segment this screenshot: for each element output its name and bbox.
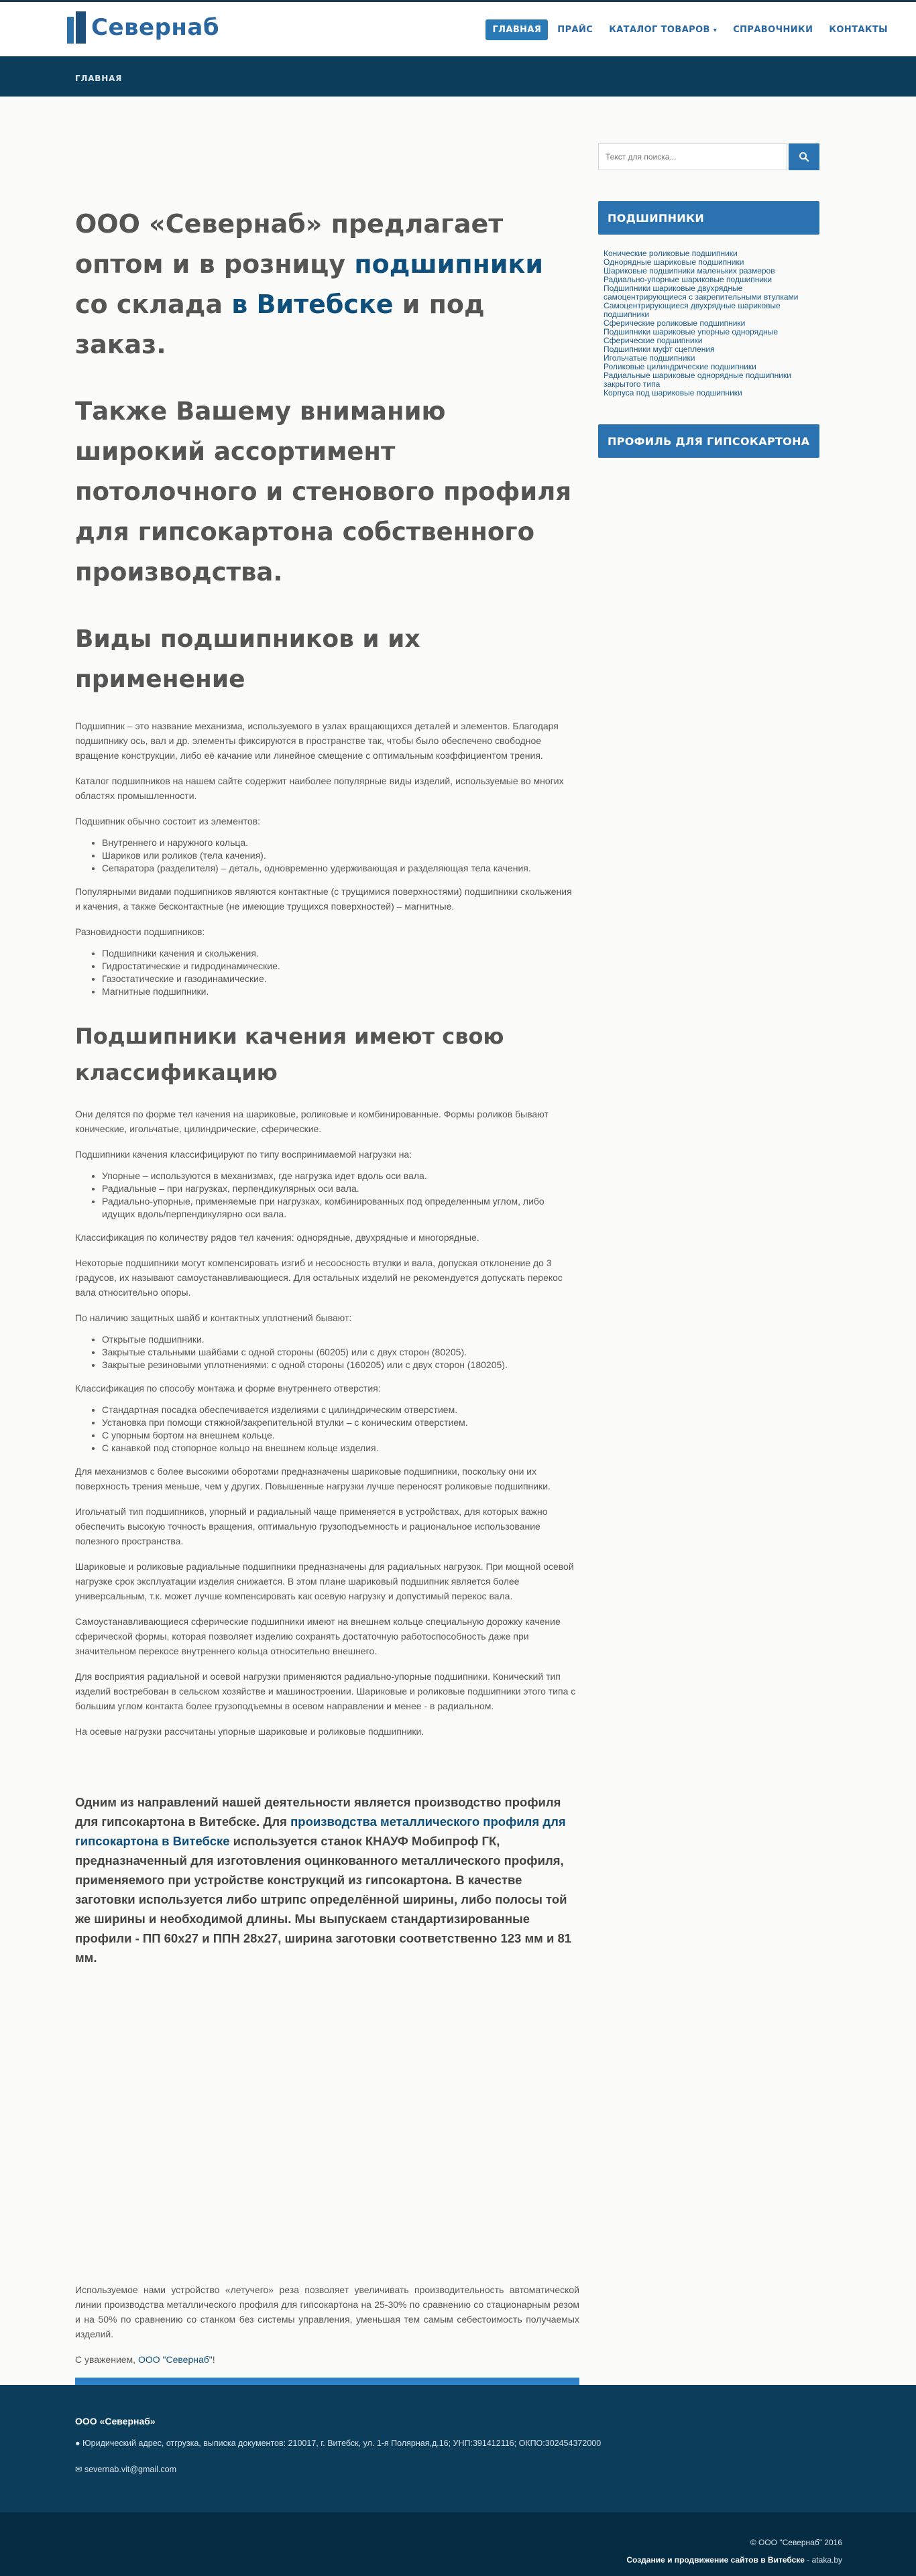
map-marker-icon: ● — [75, 2439, 83, 2448]
bearing-categories-list — [598, 235, 821, 397]
category-link[interactable]: Подшипники шариковые двухрядные самоцентрирующиеся с закрепительными втулками — [604, 284, 799, 302]
category-link[interactable]: Шариковые подшипники маленьких размеров — [604, 266, 775, 275]
main-nav — [485, 19, 895, 40]
list-item: • Сепаратора (разделителя) – деталь, одновременно удерживающая и разделяющая тела качения. — [102, 862, 579, 875]
category-link[interactable]: Сферические подшипники — [604, 336, 703, 345]
nav-catalog[interactable] — [602, 19, 724, 40]
seal-type-list — [75, 1333, 579, 1371]
address-text: Юридический адрес, отгрузка, выписка документов: 210017, г. Витебск, ул. 1-я Полярная,д.16; УНП:391412116; ОКПО:302454372000 — [82, 2439, 602, 2448]
footer-info — [0, 2385, 916, 2512]
paragraph: Популярными видами подшипников являются контактные (с трущимися поверхностями) подшипники скольжения и качения, а также бесконтактные (не имеющие трущихся поверхностей) – магнитные. — [75, 886, 572, 912]
list-item: • Подшипники качения и скольжения. — [102, 947, 579, 960]
footer-company: ООО «Севернаб» — [75, 2416, 156, 2427]
profile-text-2: используется станок КНАУФ Мобипроф ГК, предназначенный для изготовления оцинкованного металлического профиля, применяемого при устройстве конструкций из гипсокартона. В качестве заготовки используется либо штрипс определённой ширины, либо полосы той же ширины и необходимой длины. Мы выпускаем стандартизированные профили - ПП 60х27 и ППН 28х27, ширина заготовки соответственно 123 мм и 81 мм. — [75, 1834, 572, 1965]
profile-panel-title[interactable]: ПРОФИЛЬ ДЛЯ ГИПСОКАРТОНА — [598, 424, 819, 458]
site-header — [0, 0, 916, 56]
list-item: • Газостатические и газодинамические. — [102, 973, 579, 985]
list-item: • Радиально-упорные, применяемые при нагрузках, комбинированных под определенным углом, либо идущих вдоль/перпендикулярно оси вала. — [102, 1195, 579, 1221]
made-by — [626, 2555, 842, 2565]
profile-text-1: Одним из направлений нашей деятельности является производство профиля для гипсокартона в Витебске. Для — [75, 1795, 561, 1829]
search-icon — [799, 151, 809, 162]
footer-address — [75, 2439, 601, 2448]
list-item: • Закрытые резиновыми уплотнениями: с одной стороны (160205) или с двух сторон (180205). — [102, 1359, 579, 1371]
site-logo[interactable] — [67, 11, 219, 44]
profile-heading: Также Вашему вниманию широкий ассортимент потолочного и стенового профиля для гипсокартона собственного производства. — [75, 397, 572, 587]
profile-production-link[interactable]: производства металлического профиля для гипсокартона в Витебске — [75, 1815, 566, 1848]
category-link[interactable]: Подшипники муфт сцепления — [604, 345, 715, 354]
paragraph: Для механизмов с более высокими оборотами предназначены шариковые подшипники, поскольку они их поверхность трения меньше, чем у других. Повышенные нагрузки лучше переносят роликовые подшипники. — [75, 1466, 551, 1491]
lead-heading — [75, 204, 579, 365]
bearing-elements-list — [75, 837, 579, 875]
regards-end: ! — [212, 2354, 215, 2365]
paragraph: Используемое нами устройство «летучего» реза позволяет увеличивать производительность автоматической линии производства металлического профиля для гипсокартона на 25-30% по сравнению со стационарным резом и на 50% по сравнению со станком без системы управления, уменьшая тем самым себестоимость получаемых изделий. — [75, 2284, 579, 2339]
lead-text-2: со склада — [75, 290, 232, 319]
list-item: • Радиальные – при нагрузках, перпендикулярных оси вала. — [102, 1182, 579, 1195]
breadcrumb-bar — [0, 56, 916, 97]
paragraph: Шариковые и роликовые радиальные подшипники предназначены для радиальных нагрузок. При мощной осевой нагрузке срок эксплуатации изделия снижается. В этом плане шариковый подшипник является более универсальным, т.к. может лучше компенсировать как осевую нагрузку и допустимый перекос вала. — [75, 1561, 574, 1601]
company-link[interactable]: ООО "Севернаб" — [137, 2354, 213, 2365]
paragraph: Классификация по способу монтажа и форме внутреннего отверстия: — [75, 1383, 381, 1394]
nav-references[interactable]: СПРАВОЧНИКИ — [733, 25, 813, 35]
paragraph: На осевые нагрузки рассчитаны упорные шариковые и роликовые подшипники. — [75, 1726, 424, 1737]
list-item: • Упорные – используются в механизмах, где нагрузка идет вдоль оси вала. — [102, 1170, 579, 1182]
lead-text-1: ООО «Севернаб» предлагает оптом и в розницу — [75, 209, 504, 279]
category-link[interactable]: Игольчатые подшипники — [604, 353, 695, 363]
nav-contacts[interactable]: КОНТАКТЫ — [829, 25, 888, 35]
made-by-text: Создание и продвижение сайтов в Витебске — [626, 2555, 805, 2565]
page-body — [0, 97, 916, 2386]
envelope-icon: ✉ — [75, 2465, 84, 2474]
section-bearing-types-title: Виды подшипников и их применение — [75, 625, 420, 693]
paragraph: Разновидности подшипников: — [75, 926, 205, 937]
bearings-panel-title[interactable]: ПОДШИПНИКИ — [598, 201, 819, 235]
lead-text-3: и под заказ. — [75, 290, 485, 359]
logo-icon — [67, 11, 86, 44]
breadcrumb[interactable]: ГЛАВНАЯ — [75, 74, 123, 83]
paragraph: Подшипник обычно состоит из элементов: — [75, 816, 261, 826]
list-item: • Стандартная посадка обеспечивается изделиями с цилиндрическим отверстием. — [102, 1404, 579, 1416]
mounting-type-list — [75, 1404, 579, 1455]
chevron-down-icon: ▾ — [713, 27, 718, 34]
load-type-list — [75, 1170, 579, 1221]
nav-price[interactable]: ПРАЙС — [557, 25, 593, 35]
profile-production-text — [75, 1792, 579, 1967]
main-content — [75, 150, 579, 2514]
nav-home[interactable]: ГЛАВНАЯ — [485, 19, 548, 40]
regards-text: С уважением, — [75, 2354, 138, 2365]
list-item: • С упорным бортом на внешнем кольце. — [102, 1429, 579, 1442]
list-item: • Установка при помощи стяжной/закрепительной втулки – с коническим отверстием. — [102, 1416, 579, 1429]
paragraph: По наличию защитных шайб и контактных уплотнений бывают: — [75, 1312, 352, 1323]
section-classification-title: Подшипники качения имеют свою классификацию — [75, 1024, 504, 1085]
nav-catalog-label: КАТАЛОГ ТОВАРОВ — [609, 25, 710, 35]
search-form — [598, 143, 821, 170]
lead-link-vitebsk[interactable]: в Витебске — [231, 290, 394, 319]
made-by-link[interactable]: - ataka.by — [804, 2555, 842, 2565]
paragraph: Самоустанавливающиеся сферические подшипники имеют на внешнем кольце специальную дорожку качение сферической формы, которая позволяет изделию сохранять достаточную работоспособность даже при значительном перекосе внутреннего кольца относительно внешнего. — [75, 1616, 561, 1656]
category-link[interactable]: Роликовые цилиндрические подшипники — [604, 362, 756, 371]
search-input[interactable] — [598, 143, 787, 170]
footer-bottom — [0, 2512, 916, 2576]
list-item: • Закрытые стальными шайбами с одной стороны (60205) или с двух сторон (80205). — [102, 1346, 579, 1359]
copyright: © ООО "Севернаб" 2016 — [750, 2538, 842, 2547]
regards-line — [75, 2352, 579, 2367]
paragraph: Классификация по количеству рядов тел качения: однорядные, двухрядные и многорядные. — [75, 1232, 479, 1243]
list-item: • Шариков или роликов (тела качения). — [102, 849, 579, 862]
empty-space — [75, 1967, 579, 2282]
category-link[interactable]: Радиальные шариковые однорядные подшипники закрытого типа — [604, 371, 791, 389]
list-item: • Магнитные подшипники. — [102, 985, 579, 998]
paragraph: Подшипник – это название механизма, используемого в узлах вращающихся деталей и элементов. Благодаря подшипнику ось, вал и др. элементы фиксируются в пространстве так, чтобы было обеспечено свободное вращение конструкции, либо её качание или линейное смещение с оптимальным коэффициентом трения. — [75, 721, 559, 761]
sidebar — [598, 143, 821, 458]
email-text: severnab.vit@gmail.com — [84, 2465, 176, 2474]
paragraph: Подшипники качения классифицируют по типу воспринимаемой нагрузки на: — [75, 1149, 412, 1160]
list-item: • С канавкой под стопорное кольцо на внешнем кольце изделия. — [102, 1442, 579, 1455]
paragraph: Для восприятия радиальной и осевой нагрузки применяются радиально-упорные подшипники. Конический тип изделий востребован в сельском хозяйстве и машиностроении. Шариковые и роликовые подшипники этого типа с большим углом контакта более грузоподъемны в осевом направлении и менее - в радиальном. — [75, 1671, 576, 1711]
paragraph: Каталог подшипников на нашем сайте содержит наиболее популярные виды изделий, используемые во многих областях промышленности. — [75, 776, 564, 801]
category-link[interactable]: Конические роликовые подшипники — [604, 249, 738, 258]
category-link[interactable]: Однорядные шариковые подшипники — [604, 257, 744, 267]
category-link[interactable]: Корпуса под шариковые подшипники — [604, 388, 742, 397]
lead-link-bearings[interactable]: подшипники — [354, 249, 543, 279]
bearing-kinds-list — [75, 947, 579, 998]
paragraph: Они делятся по форме тел качения на шариковые, роликовые и комбинированные. Формы роликов бывают конические, игольчатые, цилиндрические, сферические. — [75, 1109, 549, 1134]
logo-text: Севернаб — [91, 14, 220, 41]
search-button[interactable] — [789, 143, 819, 170]
footer-email[interactable] — [75, 2464, 176, 2474]
list-item: • Внутреннего и наружного кольца. — [102, 837, 579, 849]
list-item: • Открытые подшипники. — [102, 1333, 579, 1346]
category-link[interactable]: Подшипники шариковые упорные однорядные — [604, 327, 779, 336]
list-item: • Гидростатические и гидродинамические. — [102, 960, 579, 973]
paragraph: Некоторые подшипники могут компенсировать изгиб и несоосность втулки и вала, допуская отклонение до 3 градусов, их называют самоустанавливающиеся. Для остальных изделий не рекомендуется допускать перекос вала относительно опоры. — [75, 1258, 563, 1298]
paragraph: Игольчатый тип подшипников, упорный и радиальный чаще применяется в устройствах, для которых важно обеспечить высокую точность вращения, оптимальную грузоподъемность и рациональное использование полезного пространства. — [75, 1506, 548, 1546]
category-link[interactable]: Самоцентрирующиеся двухрядные шариковые подшипники — [604, 301, 781, 319]
category-link[interactable]: Радиально-упорные шариковые подшипники — [604, 275, 772, 284]
category-link[interactable]: Сферические роликовые подшипники — [604, 318, 746, 328]
